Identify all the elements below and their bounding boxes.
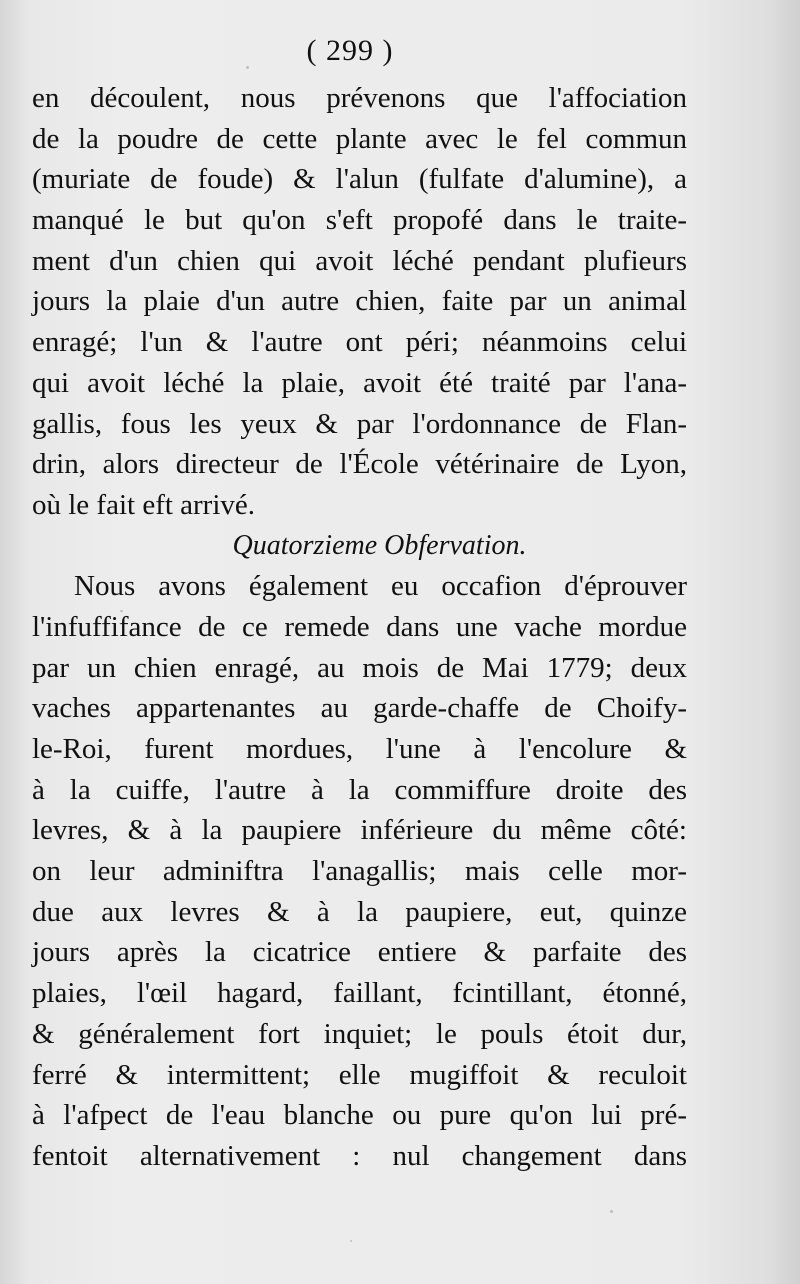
text-line: due aux levres & à la paupiere, eut, quinze [32,895,687,928]
text-line: qui avoit léché la plaie, avoit été traité par l'ana- [32,366,687,399]
text-line: levres, & à la paupiere inférieure du même côté: [32,814,687,847]
text-line: de la poudre de cette plante avec le fel commun [32,122,687,155]
text-line: où le fait eft arrivé. [32,488,256,521]
text-line: on leur adminiftra l'anagallis; mais celle mor- [32,855,687,888]
text-line: manqué le but qu'on s'eft propofé dans le traite- [32,204,687,237]
text-line: jours la plaie d'un autre chien, faite par un animal [32,285,687,318]
text-line: (muriate de foude) & l'alun (fulfate d'alumine), a [32,163,687,196]
text-line: le-Roi, furent mordues, l'une à l'encolure & [32,733,687,765]
text-line: jours après la cicatrice entiere & parfaite des [32,936,687,969]
text-line: par un chien enragé, au mois de Mai 1779; deux [32,651,687,684]
text-line: enragé; l'un & l'autre ont péri; néanmoins celui [32,326,687,359]
paper-speck [350,1240,352,1242]
text-line: à l'afpect de l'eau blanche ou pure qu'on lui pré- [32,1099,687,1132]
text-line: fentoit alternativement : nul changement dans [32,1139,687,1172]
section-heading: Quatorzieme Obfervation. [232,529,527,561]
text-line: ferré & intermittent; elle mugiffoit & reculoit [32,1058,687,1091]
text-line: vaches appartenantes au garde-chaffe de Choify- [32,692,687,725]
text-line: ment d'un chien qui avoit léché pendant plufieurs [32,244,687,277]
text-line: Nous avons également eu occafion d'éprouver [74,570,687,603]
text-line: en découlent, nous prévenons que l'affociation [32,82,687,114]
paragraph-2 [32,566,687,1176]
body-text [32,78,687,1177]
text-line: gallis, fous les yeux & par l'ordonnance de Flan- [32,407,687,440]
text-line: & généralement fort inquiet; le pouls étoit dur, [32,1017,687,1050]
text-line: plaies, l'œil hagard, faillant, fcintillant, étonné, [32,977,687,1010]
text-line: drin, alors directeur de l'École vétérinaire de Lyon, [32,448,687,481]
text-line: l'infuffifance de ce remede dans une vache mordue [32,610,687,643]
page-number: ( 299 ) [306,34,394,67]
text-line: à la cuiffe, l'autre à la commiffure droite des [32,773,687,806]
paper-speck [610,1210,613,1213]
paragraph-1 [32,78,687,526]
